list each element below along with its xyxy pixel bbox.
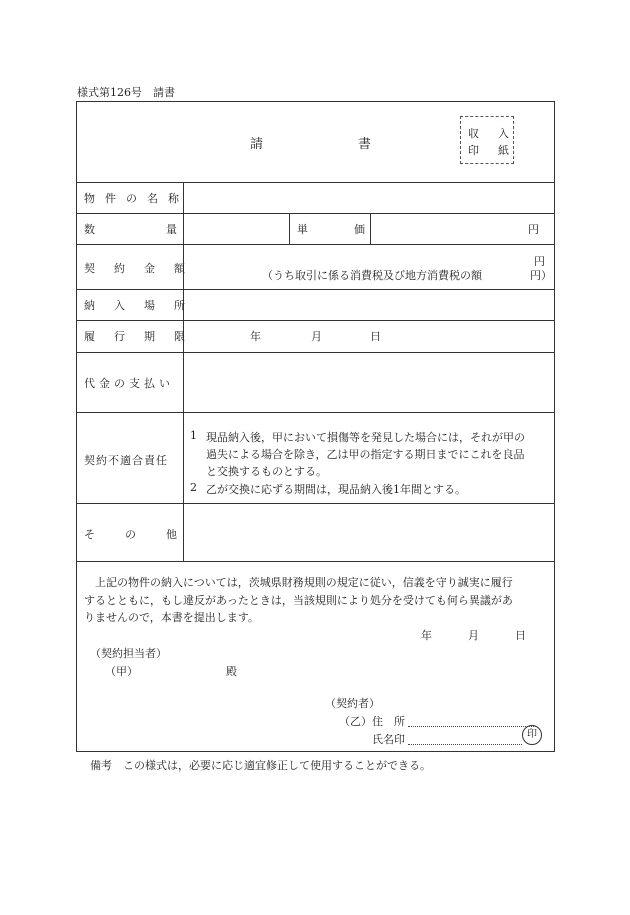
- period-year: 年: [250, 330, 261, 343]
- row-divider: [76, 352, 555, 353]
- row-divider: [76, 289, 555, 290]
- stamp-text: 紙: [498, 144, 509, 157]
- liability-item2-number: 2: [190, 481, 197, 494]
- label-other-char3: 他: [166, 528, 177, 541]
- statement-month: 月: [468, 629, 479, 642]
- row-divider: [76, 561, 555, 562]
- column-divider: [370, 213, 371, 244]
- name-seal-label: 氏名印: [372, 733, 405, 746]
- row-divider: [76, 412, 555, 413]
- stamp-text: 収: [468, 127, 479, 140]
- statement-line2: するとともに，もし違反があったときは，当該規則により処分を受けても何ら異議があ: [84, 594, 513, 607]
- address-line: [408, 726, 536, 727]
- liability-item1-line3: と交換するものとする。: [206, 465, 327, 478]
- statement-line3: りませんので，本書を提出します。: [84, 611, 259, 624]
- label-liability: 契約不適合責任: [84, 454, 168, 467]
- label-payment: 代金の支払い: [84, 377, 174, 390]
- name-line: [408, 744, 522, 745]
- label-unit-price-char1: 単: [297, 223, 308, 236]
- contract-amount-yen: 円: [534, 255, 545, 268]
- liability-item1-line2: 過失による場合を除き，乙は甲の指定する期日までにこれを良品: [206, 448, 525, 461]
- row-divider: [76, 182, 555, 183]
- liability-item2-text: 乙が交換に応ずる期間は，現品納入後1年間とする。: [206, 483, 466, 496]
- label-quantity-char2: 量: [166, 223, 177, 236]
- document-title-char1: 請: [250, 137, 264, 152]
- row-divider: [76, 213, 555, 214]
- form-number-title: 様式第126号 請書: [77, 86, 175, 99]
- statement-year: 年: [421, 629, 432, 642]
- row-divider: [76, 244, 555, 245]
- address-label: 住 所: [372, 715, 405, 728]
- row-divider: [76, 503, 555, 504]
- label-other-char1: そ: [84, 528, 95, 541]
- contractor-label: （契約者）: [325, 697, 380, 710]
- party-a-label: （甲）: [105, 665, 138, 678]
- party-b-label: （乙）: [339, 715, 372, 728]
- statement-day: 日: [515, 629, 526, 642]
- label-other-char2: の: [125, 528, 136, 541]
- stamp-text: 印: [468, 144, 479, 157]
- seal-mark: 印: [522, 725, 542, 745]
- period-month: 月: [311, 330, 322, 343]
- liability-item1-number: 1: [190, 429, 197, 442]
- label-unit-price-char2: 価: [354, 223, 365, 236]
- row-divider: [76, 320, 555, 321]
- column-divider: [183, 182, 184, 561]
- label-contract-amount: 契約金額: [84, 262, 204, 275]
- period-day: 日: [370, 330, 381, 343]
- officer-label: （契約担当者）: [90, 647, 167, 660]
- tax-note: （うち取引に係る消費税及び地方消費税の額: [262, 269, 482, 282]
- honorific-dono: 殿: [226, 665, 237, 678]
- unit-price-yen: 円: [528, 223, 539, 236]
- label-period: 履行期限: [84, 330, 204, 343]
- label-delivery-place: 納入場所: [84, 299, 204, 312]
- tax-note-yen: 円）: [530, 269, 552, 282]
- statement-line1: 上記の物件の納入については，茨城県財務規則の規定に従い，信義を守り誠実に履行: [95, 576, 513, 589]
- document-title-char2: 書: [358, 137, 372, 152]
- liability-item1-line1: 現品納入後，甲において損傷等を発見した場合には，それが甲の: [206, 431, 525, 444]
- column-divider: [289, 213, 290, 244]
- stamp-text: 入: [498, 127, 509, 140]
- label-item-name: 物件の名称: [84, 192, 189, 205]
- footer-note: 備考 この様式は，必要に応じ適宜修正して使用することができる。: [90, 759, 431, 772]
- label-quantity-char1: 数: [84, 223, 95, 236]
